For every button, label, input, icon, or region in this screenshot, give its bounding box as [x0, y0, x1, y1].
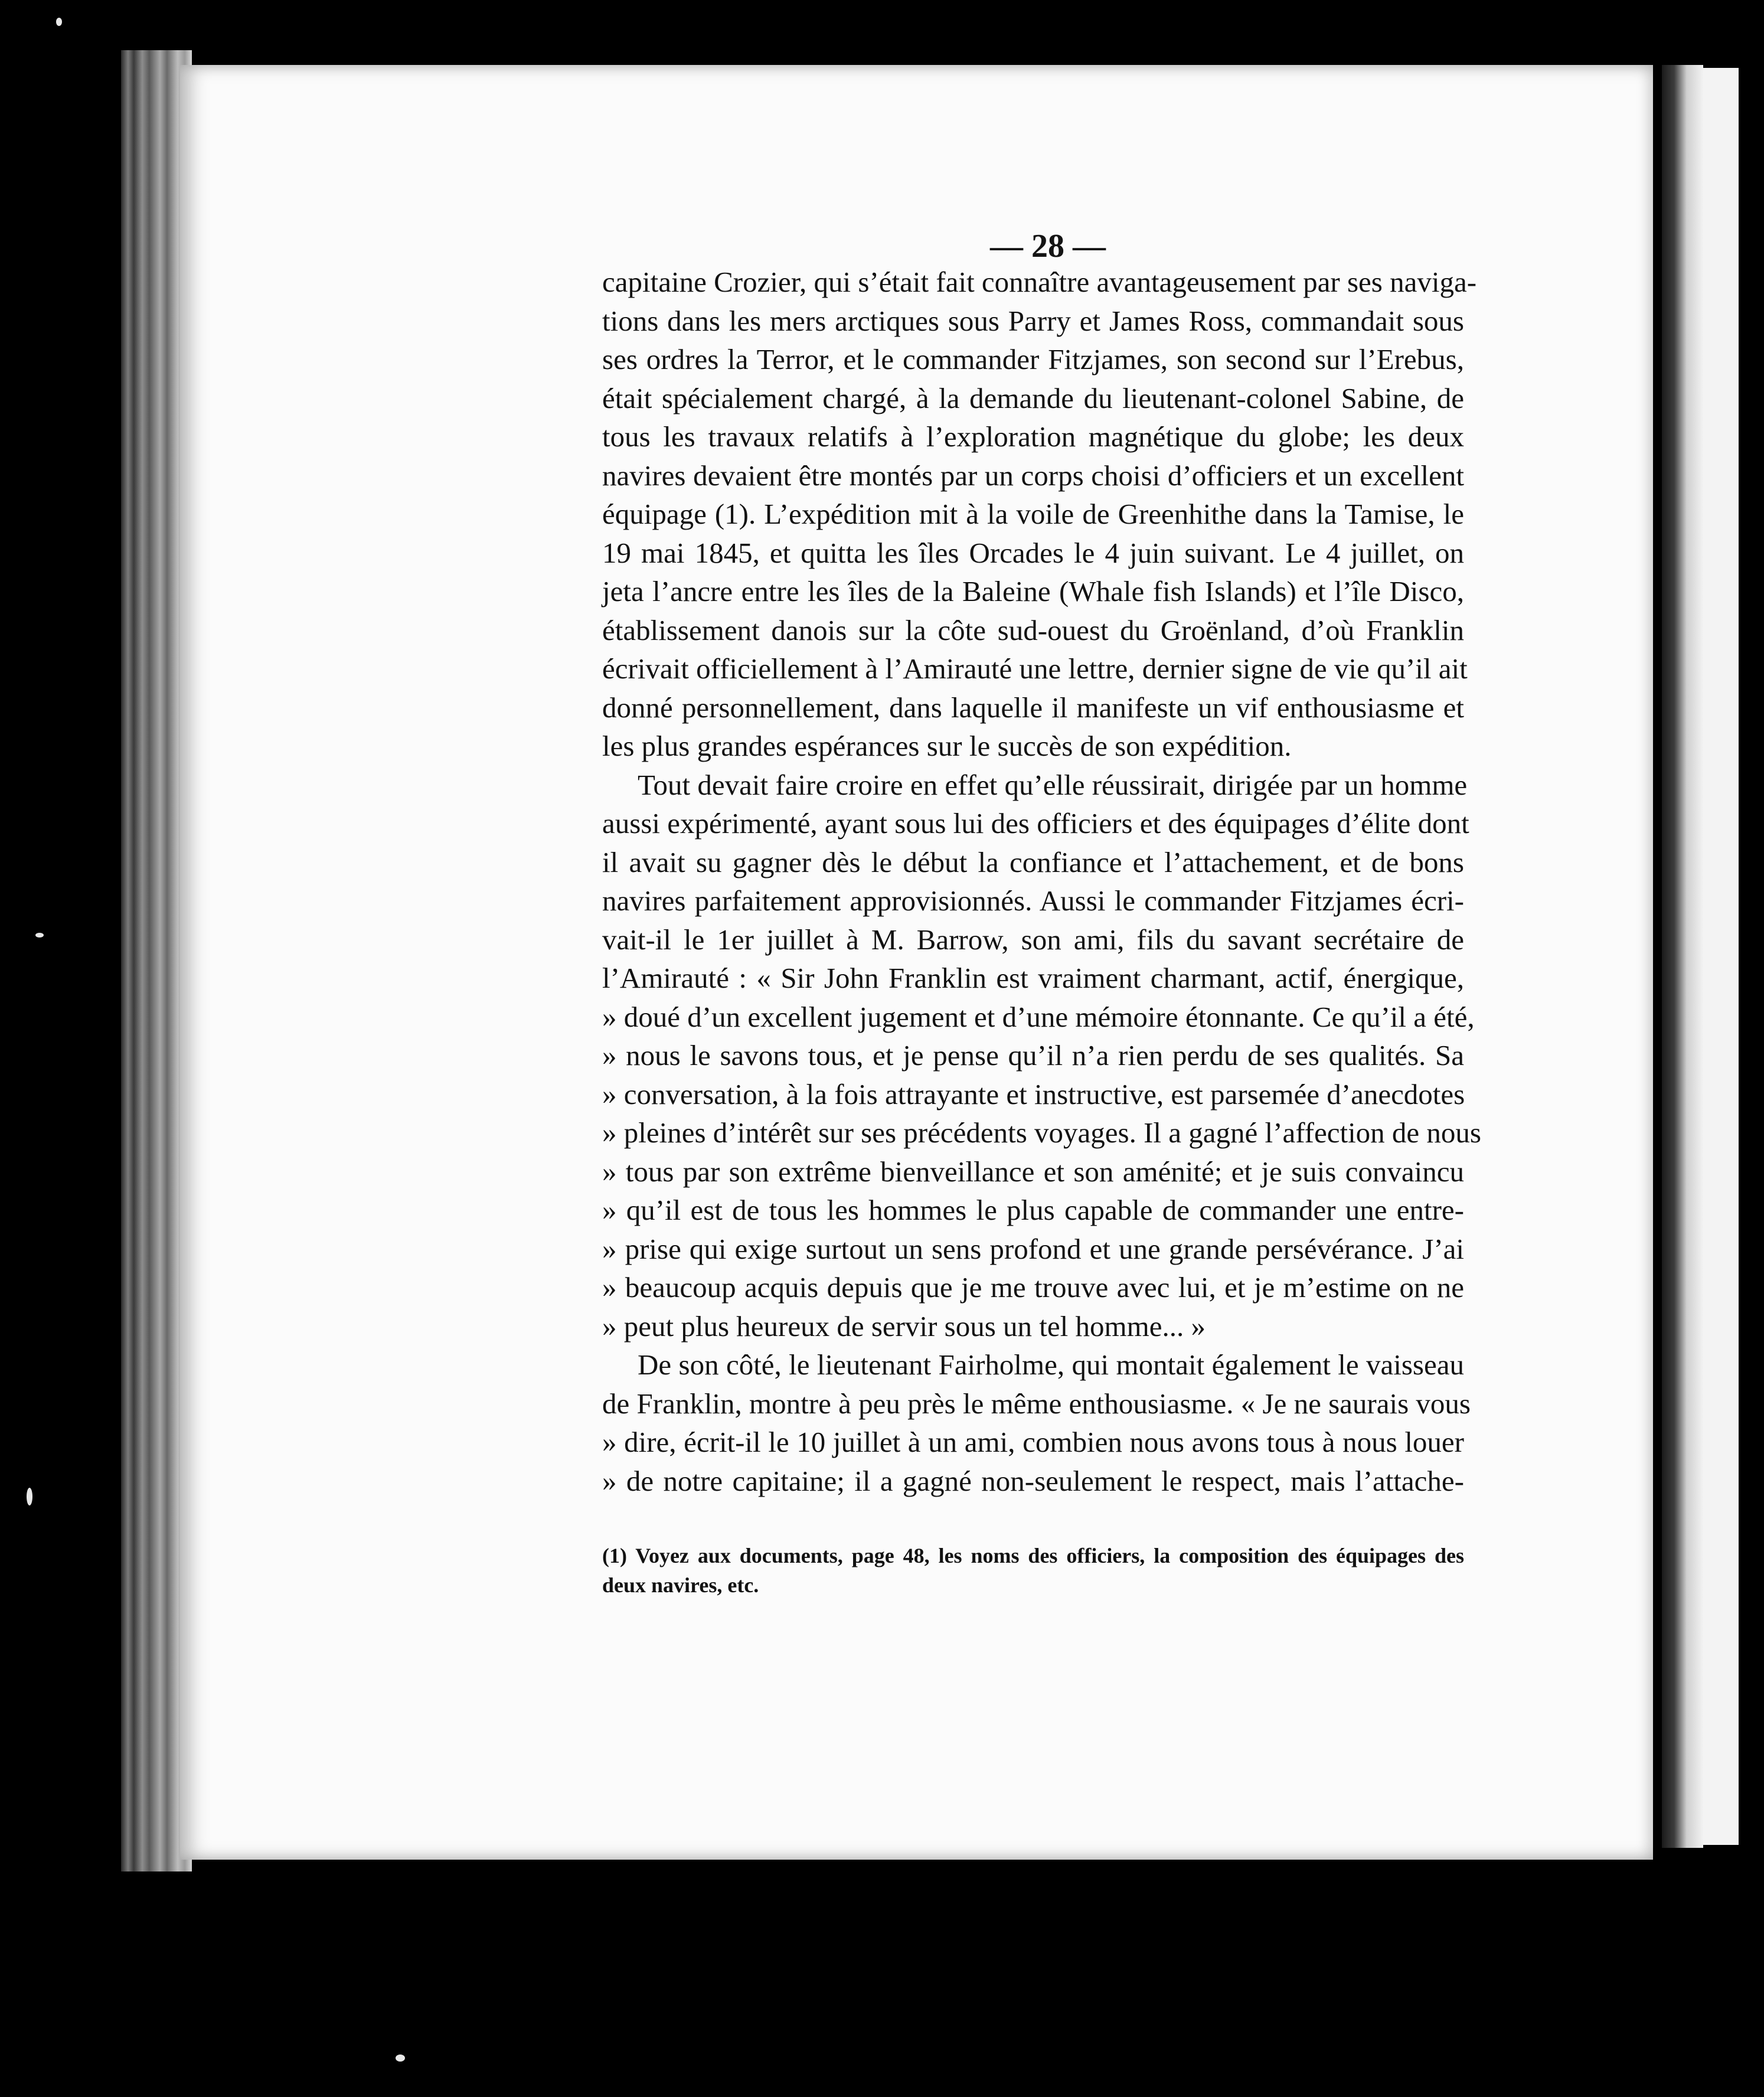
text-line: » dire, écrit-il le 10 juillet à un ami, combien nous avons tous à nous louer	[602, 1426, 1464, 1458]
book-gutter-right	[1662, 65, 1703, 1848]
text-line: capitaine Crozier, qui s’était fait connaître avantageusement par ses naviga-	[602, 266, 1477, 298]
text-line: était spécialement chargé, à la demande du lieutenant-colonel Sabine, de	[602, 381, 1464, 414]
text-line: » prise qui exige surtout un sens profond et une grande persévérance. J’ai	[602, 1232, 1464, 1265]
text-line: » conversation, à la fois attrayante et instructive, est parsemée d’anecdotes	[602, 1077, 1465, 1110]
text-line: de Franklin, montre à peu près le même enthousiasme. « Je ne saurais vous	[602, 1387, 1471, 1420]
scan-speck	[35, 933, 44, 938]
scan-speck	[27, 1488, 32, 1505]
text-line: » tous par son extrême bienveillance et son aménité; et je suis convaincu	[602, 1155, 1464, 1188]
text-line: 19 mai 1845, et quitta les îles Orcades le 4 juin suivant. Le 4 juillet, on	[602, 536, 1464, 569]
text-line: ses ordres la Terror, et le commander Fitzjames, son second sur l’Erebus,	[602, 343, 1464, 375]
scan-speck	[396, 2054, 405, 2062]
footnote-line: deux navires, etc.	[602, 1573, 759, 1597]
text-line: équipage (1). L’expédition mit à la voile de Greenhithe dans la Tamise, le	[602, 498, 1464, 530]
footnote	[602, 1541, 1464, 1600]
text-line: vait-il le 1er juillet à M. Barrow, son ami, fils du savant secrétaire de	[602, 923, 1464, 956]
text-line: établissement danois sur la côte sud-ouest du Groënland, d’où Franklin	[602, 613, 1464, 646]
text-line: » peut plus heureux de servir sous un tel homme... »	[602, 1309, 1206, 1343]
page-number: — 28 —	[990, 228, 1106, 264]
text-line: tous les travaux relatifs à l’exploration magnétique du globe; les deux	[602, 420, 1464, 453]
text-line: les plus grandes espérances sur le succès de son expédition.	[602, 730, 1292, 762]
text-line: navires devaient être montés par un corps choisi d’officiers et un excellent	[602, 459, 1464, 492]
text-line: écrivait officiellement à l’Amirauté une lettre, dernier signe de vie qu’il ait	[602, 652, 1468, 685]
text-line: » de notre capitaine; il a gagné non-seulement le respect, mais l’attache-	[602, 1464, 1464, 1497]
facing-page-edge	[1703, 68, 1739, 1845]
text-line: tions dans les mers arctiques sous Parry et James Ross, commandait sous	[602, 304, 1464, 337]
text-line: Tout devait faire croire en effet qu’elle réussirait, dirigée par un homme	[638, 768, 1468, 801]
text-line: aussi expérimenté, ayant sous lui des officiers et des équipages d’élite dont	[602, 807, 1469, 840]
text-line: » doué d’un excellent jugement et d’une mémoire étonnante. Ce qu’il a été,	[602, 1000, 1475, 1033]
text-line: jeta l’ancre entre les îles de la Baleine (Whale fish Islands) et l’île Disco,	[602, 575, 1464, 607]
text-line: » pleines d’intérêt sur ses précédents voyages. Il a gagné l’affection de nous	[602, 1116, 1481, 1149]
text-line: » qu’il est de tous les hommes le plus capable de commander une entre-	[602, 1194, 1464, 1226]
text-line: » beaucoup acquis depuis que je me trouve avec lui, et je m’estime on ne	[602, 1271, 1464, 1304]
text-line: navires parfaitement approvisionnés. Aussi le commander Fitzjames écri-	[602, 884, 1464, 917]
text-line: il avait su gagner dès le début la confiance et l’attachement, et de bons	[602, 845, 1464, 878]
text-line: donné personnellement, dans laquelle il manifeste un vif enthousiasme et	[602, 691, 1464, 724]
text-line: l’Amirauté : « Sir John Franklin est vraiment charmant, actif, énergique,	[602, 962, 1464, 994]
text-line: » nous le savons tous, et je pense qu’il n’a rien perdu de ses qualités. Sa	[602, 1039, 1464, 1072]
footnote-line: (1) Voyez aux documents, page 48, les noms des officiers, la composition des équipages des	[602, 1544, 1464, 1567]
scan-speck	[56, 18, 62, 26]
body-text	[602, 263, 1481, 1500]
text-line: De son côté, le lieutenant Fairholme, qui montait également le vaisseau	[638, 1348, 1464, 1381]
